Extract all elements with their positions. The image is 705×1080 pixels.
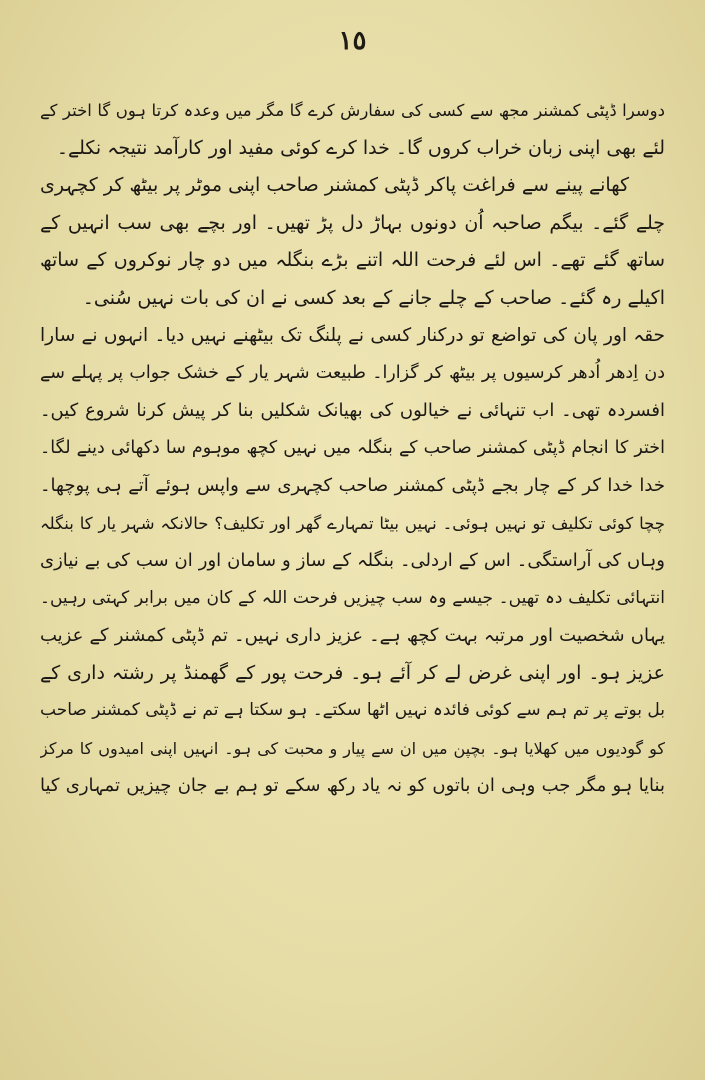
text-line: دن اِدھر اُدھر کرسیوں پر بیٹھ کر گزارا۔ طبیعت شہر یار کے خشک جواب پر پہلے سے xyxy=(40,362,665,383)
text-line: کھانے پینے سے فراغت پاکر ڈپٹی کمشنر صاحب اپنی موٹر پر بیٹھ کر کچہری xyxy=(40,174,629,196)
page-number: ١٥ xyxy=(338,26,367,56)
text-line: خدا خدا کر کے چار بجے ڈپٹی کمشنر صاحب کچہری سے واپس ہوئے آتے ہی پوچھا۔ xyxy=(40,475,665,496)
text-line: بل بوتے پر تم ہم سے کوئی فائدہ نہیں اٹھا سکتے۔ ہو سکتا ہے تم نے ڈپٹی کمشنر صاحب xyxy=(40,700,665,720)
text-line: چچا کوئی تکلیف تو نہیں ہوئی۔ نہیں بیٹا تمہارے گھر اور تکلیف؟ حالانکہ شہر یار کا بنگلہ xyxy=(40,513,665,533)
text-line: حقہ اور پان کی تواضع تو درکنار کسی نے پلنگ تک بیٹھنے نہیں دیا۔ انہوں نے سارا xyxy=(40,325,665,346)
text-line: عزیز ہو۔ اور اپنی غرض لے کر آئے ہو۔ فرحت پور کے گھمنڈ پر رشتہ داری کے xyxy=(40,661,665,684)
text-line: وہاں کی آراستگی۔ اس کے اردلی۔ بنگلہ کے ساز و سامان اور ان سب کی بے نیازی xyxy=(40,550,665,571)
text-line: بنایا ہو مگر جب وہی ان باتوں کو نہ یاد رکھ سکے تو ہم بے جان چیزیں تمہاری کیا xyxy=(40,775,665,796)
text-line: یہاں شخصیت اور مرتبہ بہت کچھ ہے۔ عزیز داری نہیں۔ تم ڈپٹی کمشنر کے عزیب xyxy=(40,625,665,646)
text-line: اختر کا انجام ڈپٹی کمشنر صاحب کے بنگلہ میں نہیں کچھ موہوم سا دکھائی دینے لگا۔ xyxy=(40,437,665,458)
text-line: انتہائی تکلیف دہ تھیں۔ جیسے وہ سب چیزیں فرحت اللہ کے کان میں برابر کہتی رہیں۔ xyxy=(40,587,665,608)
text-line: ساتھ گئے تھے۔ اس لئے فرحت اللہ اتنے بڑے بنگلہ میں دو چار نوکروں کے ساتھ xyxy=(40,249,665,271)
text-line: اکیلے رہ گئے۔ صاحب کے چلے جانے کے بعد کسی نے ان کی بات نہیں سُنی۔ xyxy=(82,286,665,309)
urdu-text-body xyxy=(40,92,665,805)
text-line: کو گودیوں میں کھلایا ہو۔ بچپن میں ان سے پیار و محبت کی ہو۔ انہیں اپنی امیدوں کا مرکز xyxy=(40,738,665,758)
text-line: دوسرا ڈپٹی کمشنر مجھ سے کسی کی سفارش کرے گا مگر میں وعدہ کرتا ہوں گا اختر کے xyxy=(40,101,665,120)
text-line: چلے گئے۔ بیگم صاحبہ اُن دونوں بہاڑ دل پڑ تھیں۔ اور بچے بھی سب انہیں کے xyxy=(40,211,665,234)
text-line: لئے بھی اپنی زبان خراب کروں گا۔ خدا کرے کوئی مفید اور کارآمد نتیجہ نکلے۔ xyxy=(56,136,665,159)
text-line: افسردہ تھی۔ اب تنہائی نے خیالوں کی بھیانک شکلیں بنا کر پیش کرنا شروع کیں۔ xyxy=(40,400,665,421)
